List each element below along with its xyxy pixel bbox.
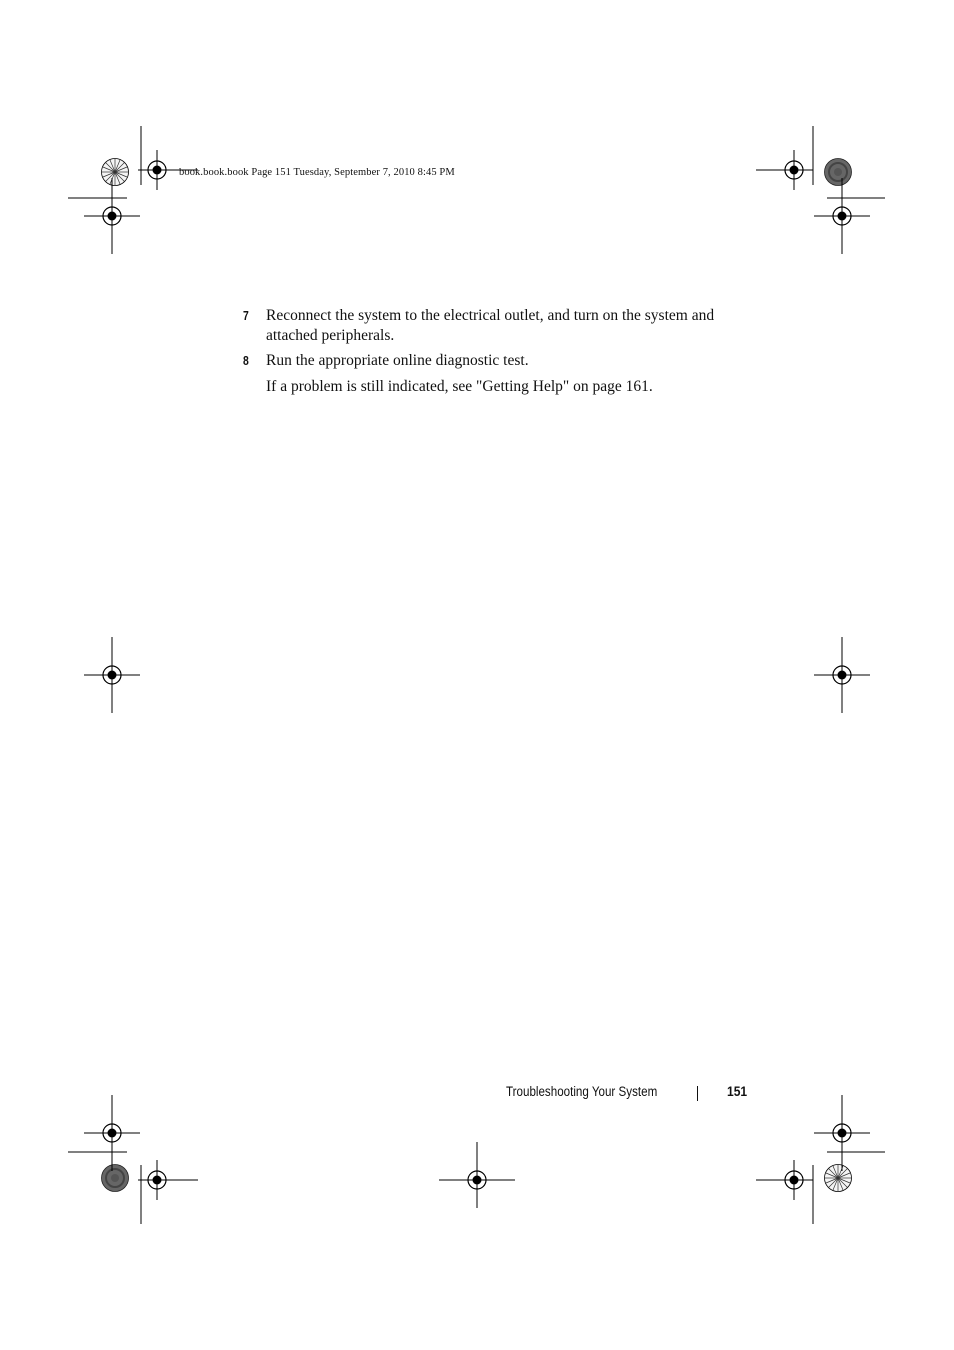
footer-section-title: Troubleshooting Your System <box>506 1084 658 1099</box>
step-text: Reconnect the system to the electrical outlet, and turn on the system and attached peripherals. <box>266 307 715 344</box>
footer-divider <box>697 1086 698 1101</box>
starburst-target-icon <box>825 1165 852 1192</box>
crosshair-registration-icon <box>814 1095 870 1171</box>
starburst-target-icon <box>825 159 852 186</box>
crosshair-registration-icon <box>84 178 140 254</box>
crosshair-registration-icon <box>814 178 870 254</box>
step-item <box>243 351 748 371</box>
step-note: If a problem is still indicated, see "Getting Help" on page 161. <box>266 378 653 395</box>
step-item <box>243 306 748 346</box>
crosshair-registration-icon <box>814 637 870 713</box>
starburst-target-icon <box>102 159 129 186</box>
step-number: 7 <box>243 308 249 323</box>
crop-mark-icon <box>68 126 885 1224</box>
step-text: Run the appropriate online diagnostic test. <box>266 352 529 369</box>
starburst-target-icon <box>102 1165 129 1192</box>
crosshair-registration-icon <box>84 637 140 713</box>
crosshair-registration-icon <box>756 1160 813 1200</box>
crosshair-registration-icon <box>756 150 813 190</box>
crosshair-registration-icon <box>84 1095 140 1171</box>
step-number: 8 <box>243 353 249 368</box>
crosshair-registration-icon <box>138 1160 198 1200</box>
crosshair-registration-icon <box>439 1142 515 1208</box>
print-slug: book.book.book Page 151 Tuesday, September 7, 2010 8:45 PM <box>179 167 455 178</box>
footer-page-number: 151 <box>727 1083 748 1099</box>
